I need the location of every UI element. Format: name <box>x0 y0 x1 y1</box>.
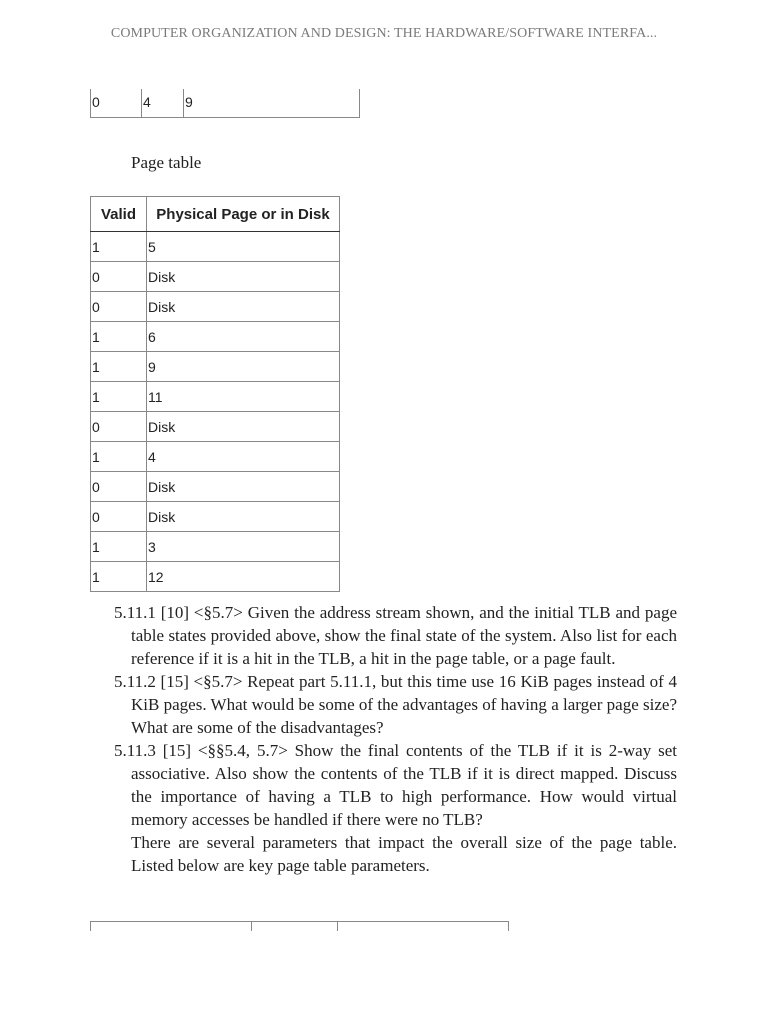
physical-page-cell: Disk <box>147 472 340 502</box>
valid-cell: 0 <box>91 412 147 442</box>
table-row <box>91 472 340 502</box>
table-row <box>91 442 340 472</box>
page-table <box>90 196 340 592</box>
physical-page-cell: 9 <box>147 352 340 382</box>
valid-cell: 1 <box>91 232 147 262</box>
table-border <box>337 922 338 931</box>
valid-cell: 1 <box>91 442 147 472</box>
page-table-body <box>91 232 340 592</box>
physical-page-cell: 3 <box>147 532 340 562</box>
tlb-table-fragment <box>90 89 360 118</box>
table-border <box>251 922 252 931</box>
page-table-caption: Page table <box>131 153 202 172</box>
page-table-parameters-table <box>90 921 509 931</box>
physical-page-cell: Disk <box>147 412 340 442</box>
tlb-cell: 4 <box>142 89 184 117</box>
table-border <box>90 922 91 931</box>
valid-cell: 0 <box>91 262 147 292</box>
table-border <box>508 922 509 931</box>
table-row <box>91 562 340 592</box>
table-row <box>91 502 340 532</box>
valid-cell: 1 <box>91 382 147 412</box>
document-header: COMPUTER ORGANIZATION AND DESIGN: THE HARDWARE/SOFTWARE INTERFA... <box>110 26 658 41</box>
table-row <box>91 232 340 262</box>
valid-cell: 0 <box>91 292 147 322</box>
physical-page-cell: 12 <box>147 562 340 592</box>
physical-page-cell: Disk <box>147 502 340 532</box>
table-row <box>91 382 340 412</box>
column-header-valid: Valid <box>91 197 147 232</box>
physical-page-cell: Disk <box>147 292 340 322</box>
exercise-5-11-2: 5.11.2 [15] <§5.7> Repeat part 5.11.1, but this time use 16 KiB pages instead of 4 KiB pages. What would be some of the advantages of having a larger page size? What are some of the disadvantages? <box>114 672 677 737</box>
valid-cell: 1 <box>91 352 147 382</box>
table-row <box>91 532 340 562</box>
column-header-physical-page: Physical Page or in Disk <box>147 197 340 232</box>
physical-page-cell: 4 <box>147 442 340 472</box>
table-row <box>91 292 340 322</box>
table-row <box>91 352 340 382</box>
physical-page-cell: Disk <box>147 262 340 292</box>
physical-page-cell: 6 <box>147 322 340 352</box>
intro-paragraph: There are several parameters that impact the overall size of the page table. Listed below are key page table parameters. <box>131 833 677 875</box>
tlb-cell: 9 <box>185 94 193 110</box>
exercise-5-11-1: 5.11.1 [10] <§5.7> Given the address stream shown, and the initial TLB and page table states provided above, show the final state of the system. Also list for each reference if it is a hit in the TLB, a hit in the page table, or a page fault. <box>114 603 677 668</box>
exercise-5-11-3: 5.11.3 [15] <§§5.4, 5.7> Show the final contents of the TLB if it is 2-way set associative. Also show the contents of the TLB if it is direct mapped. Discuss the importance of having a TLB to high performance. How would virtual memory accesses be handled if there were no TLB? <box>114 741 677 829</box>
physical-page-cell: 5 <box>147 232 340 262</box>
valid-cell: 0 <box>91 502 147 532</box>
table-row <box>91 262 340 292</box>
valid-cell: 0 <box>91 472 147 502</box>
table-row <box>91 322 340 352</box>
valid-cell: 1 <box>91 532 147 562</box>
exercise-list <box>114 601 677 877</box>
valid-cell: 1 <box>91 562 147 592</box>
valid-cell: 1 <box>91 322 147 352</box>
table-header-row <box>91 197 340 232</box>
table-row <box>91 412 340 442</box>
physical-page-cell: 11 <box>147 382 340 412</box>
tlb-cell: 0 <box>91 89 142 117</box>
